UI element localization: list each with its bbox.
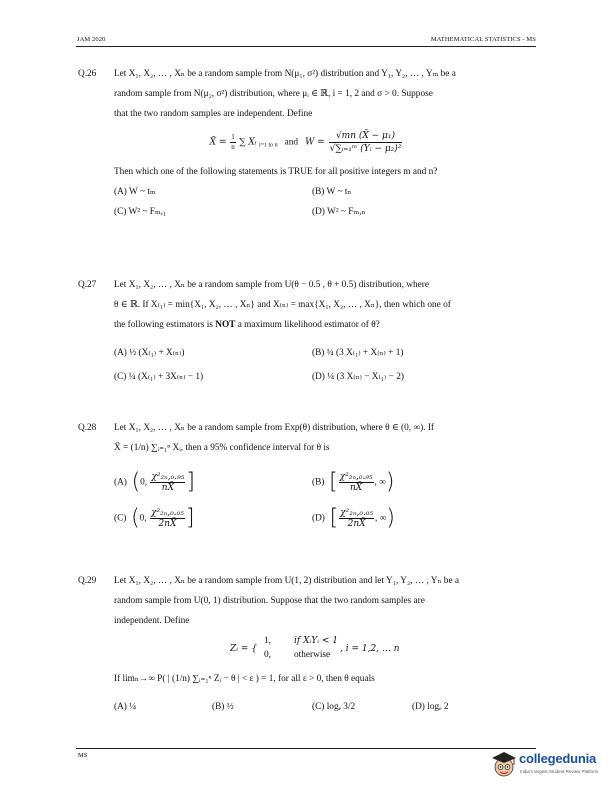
case-one-condition: if XᵢYᵢ < 1 bbox=[294, 636, 339, 646]
options-row bbox=[78, 182, 535, 202]
index-range: , i = 1,2, … n bbox=[340, 644, 400, 654]
header-rule bbox=[76, 46, 536, 47]
logo-tagline: India's largest Student Review Platform bbox=[520, 769, 599, 774]
option-d: (D) ¼ (3 X₍ₙ₎ − X₍₁₎ − 2) bbox=[312, 372, 404, 382]
footer-code: MS bbox=[78, 752, 88, 759]
options-row bbox=[78, 367, 535, 391]
option-c: (C) (0, $\frac{\text{χ²₂ₙ,₀.₀₅}}{2nX̄}$ ] bbox=[114, 505, 195, 531]
sum-limits: i=1 to n bbox=[258, 142, 278, 149]
question-text: Let X₁, X₂, … , Xₙ be a random sample from Exp(θ) distribution, where θ ∈ (0, ∞). If bbox=[114, 423, 435, 433]
option-b: (B) ½ bbox=[212, 702, 234, 712]
and-word: and bbox=[284, 137, 299, 148]
w-numerator: √mn (X̄ − μ₁) bbox=[329, 130, 403, 143]
question-text: Let X₁, X₂, … , Xₙ be a random sample from U(1, 2) distribution and let Y₁, Y₂, … , Yₙ be a bbox=[114, 576, 460, 586]
option-d: (D) W² ~ Fₘ,ₙ bbox=[312, 206, 366, 217]
xbar-lhs: X̄ = bbox=[209, 137, 230, 148]
question-number: Q.26 bbox=[78, 69, 97, 79]
question-text: the following estimators is NOT a maximum likelihood estimator of θ? bbox=[114, 320, 380, 330]
option-d: (D) logₑ 2 bbox=[412, 702, 449, 712]
graduate-mascot-icon bbox=[490, 750, 518, 780]
not-emphasis: NOT bbox=[215, 320, 236, 330]
options-row bbox=[78, 697, 535, 717]
question-26 bbox=[78, 64, 535, 222]
options-row bbox=[78, 468, 535, 504]
w-denominator: √∑ᵢ₌₁ᵐ (Yᵢ − μ₂)² bbox=[329, 144, 402, 154]
option-c: (C) ¼ (X₍₁₎ + 3X₍ₙ₎ − 1) bbox=[114, 372, 204, 382]
question-text: random sample from U(0, 1) distribution. Suppose that the two random samples are bbox=[114, 596, 425, 606]
option-c: (C) W² ~ Fₘ,₁ bbox=[114, 206, 167, 217]
options-row bbox=[78, 343, 535, 367]
case-two-condition: otherwise bbox=[294, 650, 331, 660]
header-exam-code: JAM 2020 bbox=[77, 36, 106, 43]
collegedunia-logo[interactable] bbox=[490, 748, 604, 784]
question-number: Q.29 bbox=[78, 576, 97, 586]
question-text: θ ∈ ℝ. If X₍₁₎ = min{X₁, X₂, … , Xₙ} and X₍ₙ₎ = max{X₁, X₂, … , Xₙ}, then which one of bbox=[114, 300, 451, 310]
question-text: Let X₁, X₂, … , Xₙ be a random sample from N(μ₁, σ²) distribution and Y₁, Y₂, … , Yₘ be a bbox=[114, 69, 456, 79]
question-text: that the two random samples are independent. Define bbox=[114, 109, 313, 119]
one-over-n: $\frac{1}{n}$ bbox=[231, 133, 235, 151]
header-subject: MATHEMATICAL STATISTICS - MS bbox=[430, 36, 536, 43]
question-stem: Then which one of the following statements is TRUE for all positive integers m and n? bbox=[114, 166, 438, 177]
definition-formula bbox=[78, 633, 535, 663]
question-number: Q.27 bbox=[78, 280, 97, 290]
w-lhs: W = bbox=[305, 137, 328, 148]
option-a: (A) (0, $\frac{\text{χ²₂ₙ,₀.₉₅}}{nX̄}$ ] bbox=[114, 469, 195, 495]
option-c: (C) logₑ 3/2 bbox=[312, 702, 356, 712]
z-lhs: Zᵢ = { bbox=[230, 644, 258, 654]
question-text: independent. Define bbox=[114, 616, 190, 626]
options-row bbox=[78, 202, 535, 222]
question-number: Q.28 bbox=[78, 423, 97, 433]
question-text: Let X₁, X₂, … , Xₙ be a random sample from U(θ − 0.5 , θ + 0.5) distribution, where bbox=[114, 280, 429, 290]
limit-statement: If limₙ→∞ P( | (1/n) ∑ᵢ₌₁ⁿ Zᵢ − θ | < ε ) = 1, for all ε > 0, then θ equals bbox=[114, 674, 375, 684]
option-b: (B) W ~ tₙ bbox=[312, 186, 352, 197]
logo-wordmark: collegedunia bbox=[519, 751, 597, 766]
question-text: X̄ = (1/n) ∑ᵢ₌₁ⁿ Xᵢ, then a 95% confidence interval for θ is bbox=[114, 443, 330, 453]
option-b: (B) [ $\frac{\text{χ²₂ₙ,₀.₉₅}}{nX̄}$ , ∞) bbox=[312, 469, 395, 495]
option-b: (B) ¼ (3 X₍₁₎ + X₍ₙ₎ + 1) bbox=[312, 348, 404, 358]
question-27 bbox=[78, 275, 535, 391]
question-29 bbox=[78, 571, 535, 717]
question-28 bbox=[78, 418, 535, 540]
options-row bbox=[78, 504, 535, 540]
case-two-value: 0, bbox=[264, 650, 271, 660]
option-a: (A) ¼ bbox=[114, 702, 137, 712]
definition-formula bbox=[78, 124, 535, 162]
question-text: random sample from N(μ₂, σ²) distribution, where μᵢ ∈ ℝ, i = 1, 2 and σ > 0. Suppose bbox=[114, 89, 433, 99]
xbar-sum: ∑ Xᵢ bbox=[239, 137, 257, 148]
option-a: (A) W ~ tₘ bbox=[114, 186, 156, 197]
option-a: (A) ½ (X₍₁₎ + X₍ₙ₎) bbox=[114, 348, 185, 358]
option-d: (D) [ $\frac{\text{χ²₂ₙ,₀.₀₅}}{2nX̄}$ , ∞) bbox=[312, 505, 395, 531]
w-fraction bbox=[329, 130, 403, 155]
case-one-value: 1, bbox=[264, 636, 271, 646]
footer-rule bbox=[76, 748, 536, 749]
